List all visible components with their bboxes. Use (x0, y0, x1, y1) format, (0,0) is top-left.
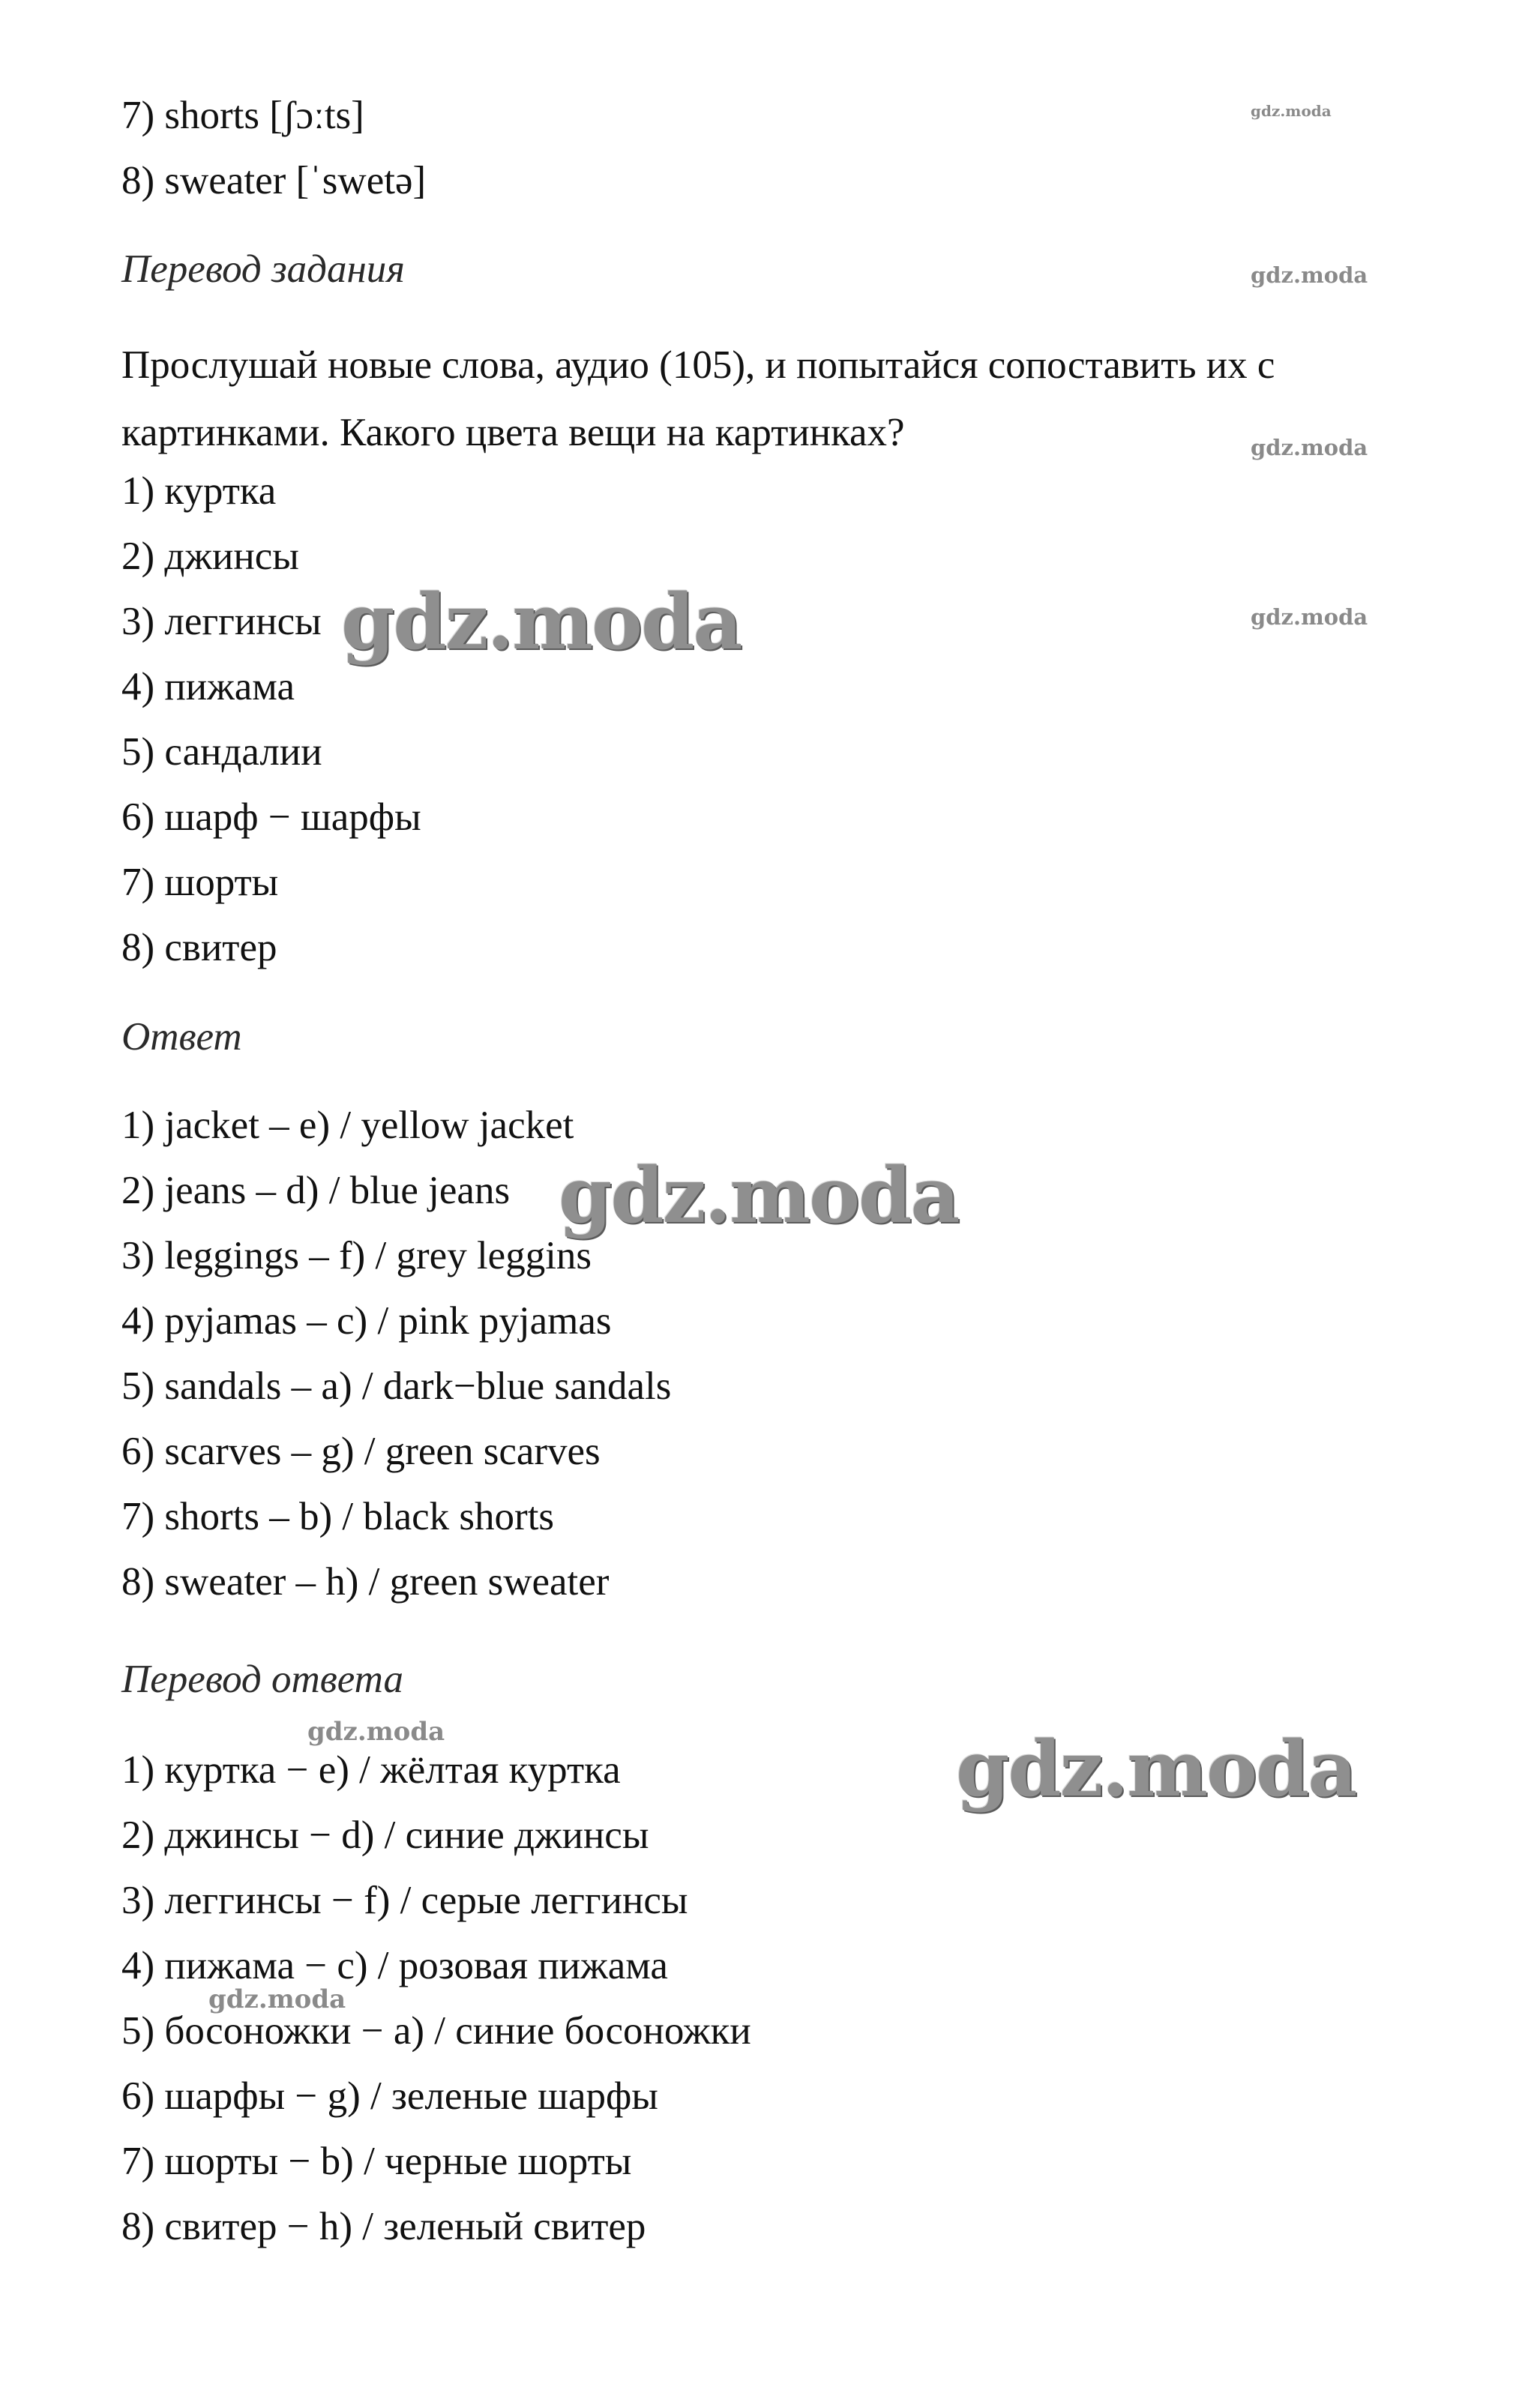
watermark: gdz.moda (1251, 102, 1332, 120)
vocab-line-7: 7) shorts [ʃɔːts] (121, 94, 364, 137)
answer-translation-item: 2) джинсы − d) / синие джинсы (121, 1813, 649, 1857)
translation-item: 2) джинсы (121, 535, 299, 578)
translation-item: 6) шарф − шарфы (121, 795, 421, 839)
watermark: gdz.moda (307, 1717, 445, 1747)
answer-translation-item: 6) шарфы − g) / зеленые шарфы (121, 2074, 658, 2118)
answer-translation-item: 4) пижама − c) / розовая пижама (121, 1944, 668, 1987)
answer-item: 3) leggings – f) / grey leggins (121, 1234, 592, 1277)
answer-item: 1) jacket – e) / yellow jacket (121, 1104, 574, 1147)
translation-item: 4) пижама (121, 665, 295, 708)
watermark: gdz.moda (559, 1151, 959, 1241)
watermark: gdz.moda (208, 1984, 346, 2014)
task-translation-heading: Перевод задания (121, 247, 405, 291)
vocab-line-8: 8) sweater [ˈswetə] (121, 159, 427, 202)
translation-item: 7) шорты (121, 861, 279, 904)
task-text: Прослушай новые слова, аудио (105), и попытайся сопоставить их с картинками. Какого цвета вещи на картинках? (121, 343, 1275, 454)
watermark: gdz.moda (956, 1724, 1356, 1814)
answer-translation-item: 8) свитер − h) / зеленый свитер (121, 2205, 646, 2248)
watermark: gdz.moda (1251, 435, 1368, 460)
watermark: gdz.moda (341, 577, 742, 667)
answer-item: 2) jeans – d) / blue jeans (121, 1169, 511, 1212)
watermark: gdz.moda (1251, 262, 1368, 288)
answer-translation-item: 3) леггинсы − f) / серые леггинсы (121, 1879, 688, 1922)
answer-item: 4) pyjamas – c) / pink pyjamas (121, 1299, 612, 1343)
answer-translation-item: 1) куртка − e) / жёлтая куртка (121, 1748, 621, 1792)
answer-heading: Ответ (121, 1015, 242, 1059)
answer-translation-item: 7) шорты − b) / черные шорты (121, 2140, 632, 2183)
answer-translation-heading: Перевод ответа (121, 1658, 404, 1701)
answer-translation-item: 5) босоножки − a) / синие босоножки (121, 2009, 751, 2053)
answer-item: 6) scarves – g) / green scarves (121, 1430, 601, 1473)
watermark: gdz.moda (1251, 604, 1368, 630)
translation-item: 8) свитер (121, 926, 277, 969)
translation-item: 5) сандалии (121, 730, 322, 774)
answer-item: 5) sandals – a) / dark−blue sandals (121, 1364, 672, 1408)
translation-item: 1) куртка (121, 469, 277, 513)
translation-item: 3) леггинсы (121, 600, 322, 643)
answer-item: 7) shorts – b) / black shorts (121, 1495, 555, 1538)
answer-item: 8) sweater – h) / green sweater (121, 1560, 610, 1604)
